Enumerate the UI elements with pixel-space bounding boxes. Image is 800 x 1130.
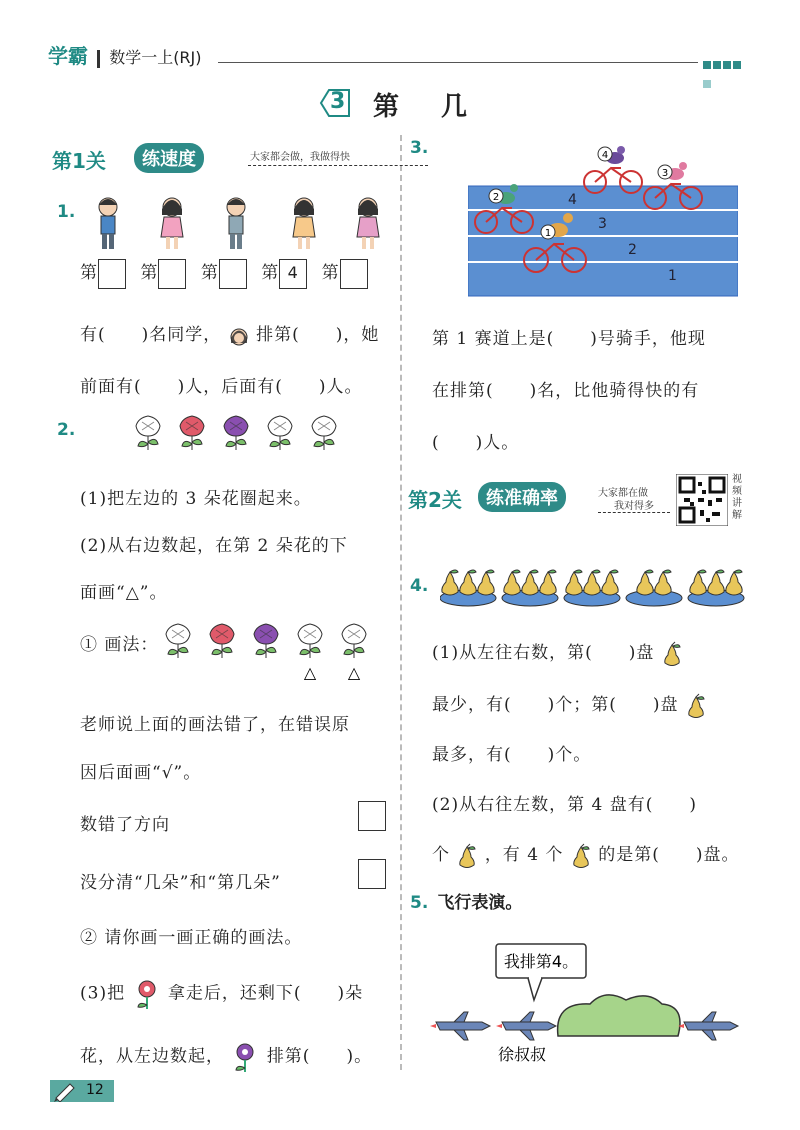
svg-text:2: 2 bbox=[492, 192, 500, 203]
flight-show-scene bbox=[430, 940, 750, 1070]
q1-box-5[interactable] bbox=[340, 259, 368, 289]
q2-draw: ② 请你画一画正确的画法。 bbox=[80, 928, 303, 948]
lane-label-4: 4 bbox=[568, 192, 577, 208]
method-flower-2 bbox=[210, 624, 234, 658]
footer-tab bbox=[50, 1080, 114, 1102]
page-number: 12 bbox=[86, 1082, 104, 1098]
q2-part3b: 花，从左边数起， 排第( )。 bbox=[80, 1040, 372, 1074]
children-figures bbox=[90, 193, 390, 257]
q2-part2a: (2)从右边数起，在第 2 朵花的下 bbox=[80, 536, 348, 556]
stage2-header bbox=[408, 474, 748, 530]
pencil-icon bbox=[52, 1080, 78, 1102]
header-rule bbox=[218, 62, 698, 63]
pear-icon bbox=[570, 843, 592, 869]
red-flower-icon bbox=[132, 977, 162, 1011]
pear-icon bbox=[685, 693, 707, 719]
stage2-label: 第2关 bbox=[408, 488, 462, 512]
flower-3 bbox=[224, 416, 248, 450]
stage1-note: 大家都会做，我做得快 bbox=[250, 152, 350, 163]
stage2-note1: 大家都在做 bbox=[598, 488, 648, 499]
plane-1 bbox=[430, 1012, 490, 1040]
triangle-mark: △ bbox=[347, 663, 361, 682]
video-label: 视频讲解 bbox=[732, 474, 742, 521]
q5-title: 5. 飞行表演。 bbox=[410, 893, 523, 913]
brand-text: 学霸 bbox=[48, 44, 88, 68]
q2-teacher-b: 因后面画“√”。 bbox=[80, 763, 202, 783]
plate-3 bbox=[564, 570, 620, 606]
q3-line2: 在排第( )名，比他骑得快的有 bbox=[432, 381, 700, 401]
q1-line1: 有( )名同学， 排第( )，她 bbox=[80, 325, 380, 345]
stage1-header bbox=[52, 143, 392, 175]
q4-line5: 个 ，有 4 个 的是第( )盘。 bbox=[432, 840, 740, 869]
q2-teacher-a: 老师说上面的画法错了，在错误原 bbox=[80, 715, 350, 735]
q3-number: 3. bbox=[410, 138, 429, 158]
plate-4 bbox=[626, 570, 682, 606]
girl-face-icon bbox=[228, 325, 250, 347]
purple-flower-icon bbox=[230, 1040, 260, 1074]
pear-icon bbox=[456, 843, 478, 869]
pear-icon bbox=[661, 641, 683, 667]
q3-line3: ( )人。 bbox=[432, 433, 520, 453]
q4-line1: (1)从左往右数，第( )盘 bbox=[432, 638, 683, 667]
column-divider bbox=[400, 135, 402, 1070]
child-1 bbox=[99, 198, 117, 249]
brand-logo bbox=[48, 40, 202, 69]
title-number: 3 bbox=[330, 89, 346, 114]
lane-label-1: 1 bbox=[668, 268, 677, 284]
method-flower-5 bbox=[342, 624, 366, 658]
flower-4 bbox=[268, 416, 292, 450]
flower-5 bbox=[312, 416, 336, 450]
q2-reason2: 没分清“几朵”和“第几朵” bbox=[80, 873, 281, 893]
q4-line2: 最少，有( )个；第( )盘 bbox=[432, 690, 707, 719]
page-title bbox=[315, 86, 495, 120]
lane-label-2: 2 bbox=[628, 242, 637, 258]
q1-number: 1. bbox=[57, 202, 76, 222]
method-flower-1 bbox=[166, 624, 190, 658]
svg-text:4: 4 bbox=[601, 150, 609, 161]
method-flower-4 bbox=[298, 624, 322, 658]
q4-number: 4. bbox=[410, 576, 429, 596]
bubble-text: 我排第4。 bbox=[503, 952, 579, 971]
flowers-row bbox=[132, 412, 352, 456]
q1-box-1[interactable] bbox=[98, 259, 126, 289]
qr-code-icon[interactable] bbox=[676, 474, 728, 526]
stage2-note2: 我对得多 bbox=[614, 501, 654, 512]
method-flower-3 bbox=[254, 624, 278, 658]
q2-part2b: 面画“△”。 bbox=[80, 583, 168, 603]
title-text: 第 几 bbox=[373, 92, 476, 122]
q1-box-2[interactable] bbox=[158, 259, 186, 289]
q2-part1: (1)把左边的 3 朵花圈起来。 bbox=[80, 489, 312, 509]
child-2 bbox=[161, 198, 183, 249]
reason1-checkbox[interactable] bbox=[358, 801, 386, 831]
reason2-checkbox[interactable] bbox=[358, 859, 386, 889]
q2-reason1: 数错了方向 bbox=[80, 815, 170, 835]
q1-prefix: 第 bbox=[80, 263, 98, 283]
method-flowers bbox=[162, 622, 382, 682]
header-blocks bbox=[703, 54, 748, 92]
q1-rank-boxes: 第 第 第 第 4 第 bbox=[80, 258, 368, 289]
q4-line3: 最多，有( )个。 bbox=[432, 745, 592, 765]
pilot-name: 徐叔叔 bbox=[497, 1045, 547, 1064]
svg-text:3: 3 bbox=[661, 168, 669, 179]
plane-2 bbox=[496, 1012, 556, 1040]
flower-2 bbox=[180, 416, 204, 450]
q1-line2: 前面有( )人，后面有( )人。 bbox=[80, 377, 363, 397]
child-3 bbox=[227, 198, 245, 249]
stage1-pill: 练速度 bbox=[134, 143, 204, 173]
q2-part3a: (3)把 拿走后，还剩下( )朵 bbox=[80, 977, 363, 1011]
child-5 bbox=[357, 198, 379, 249]
q3-line1: 第 1 赛道上是( )号骑手，他现 bbox=[432, 329, 706, 349]
speech-bubble bbox=[496, 944, 586, 1000]
q2-method-label: ① 画法： bbox=[80, 635, 159, 655]
plate-5 bbox=[688, 570, 744, 606]
plate-1 bbox=[440, 570, 496, 606]
triangle-mark: △ bbox=[303, 663, 317, 682]
q1-box-4[interactable]: 4 bbox=[279, 259, 307, 289]
subject-text: 数学一上(RJ) bbox=[109, 48, 202, 67]
svg-text:1: 1 bbox=[544, 228, 552, 239]
header bbox=[48, 34, 748, 74]
q1-box-3[interactable] bbox=[219, 259, 247, 289]
cycling-race-track bbox=[468, 138, 738, 298]
cloud bbox=[558, 995, 680, 1036]
child-4 bbox=[293, 198, 315, 249]
q2-number: 2. bbox=[57, 420, 76, 440]
stage1-label: 第1关 bbox=[52, 149, 106, 173]
flower-1 bbox=[136, 416, 160, 450]
stage2-pill: 练准确率 bbox=[478, 482, 566, 512]
q4-line4: (2)从右往左数，第 4 盘有( ) bbox=[432, 795, 697, 815]
lane-label-3: 3 bbox=[598, 216, 607, 232]
pear-plates bbox=[440, 560, 750, 610]
plane-3 bbox=[678, 1012, 738, 1040]
plate-2 bbox=[502, 570, 558, 606]
